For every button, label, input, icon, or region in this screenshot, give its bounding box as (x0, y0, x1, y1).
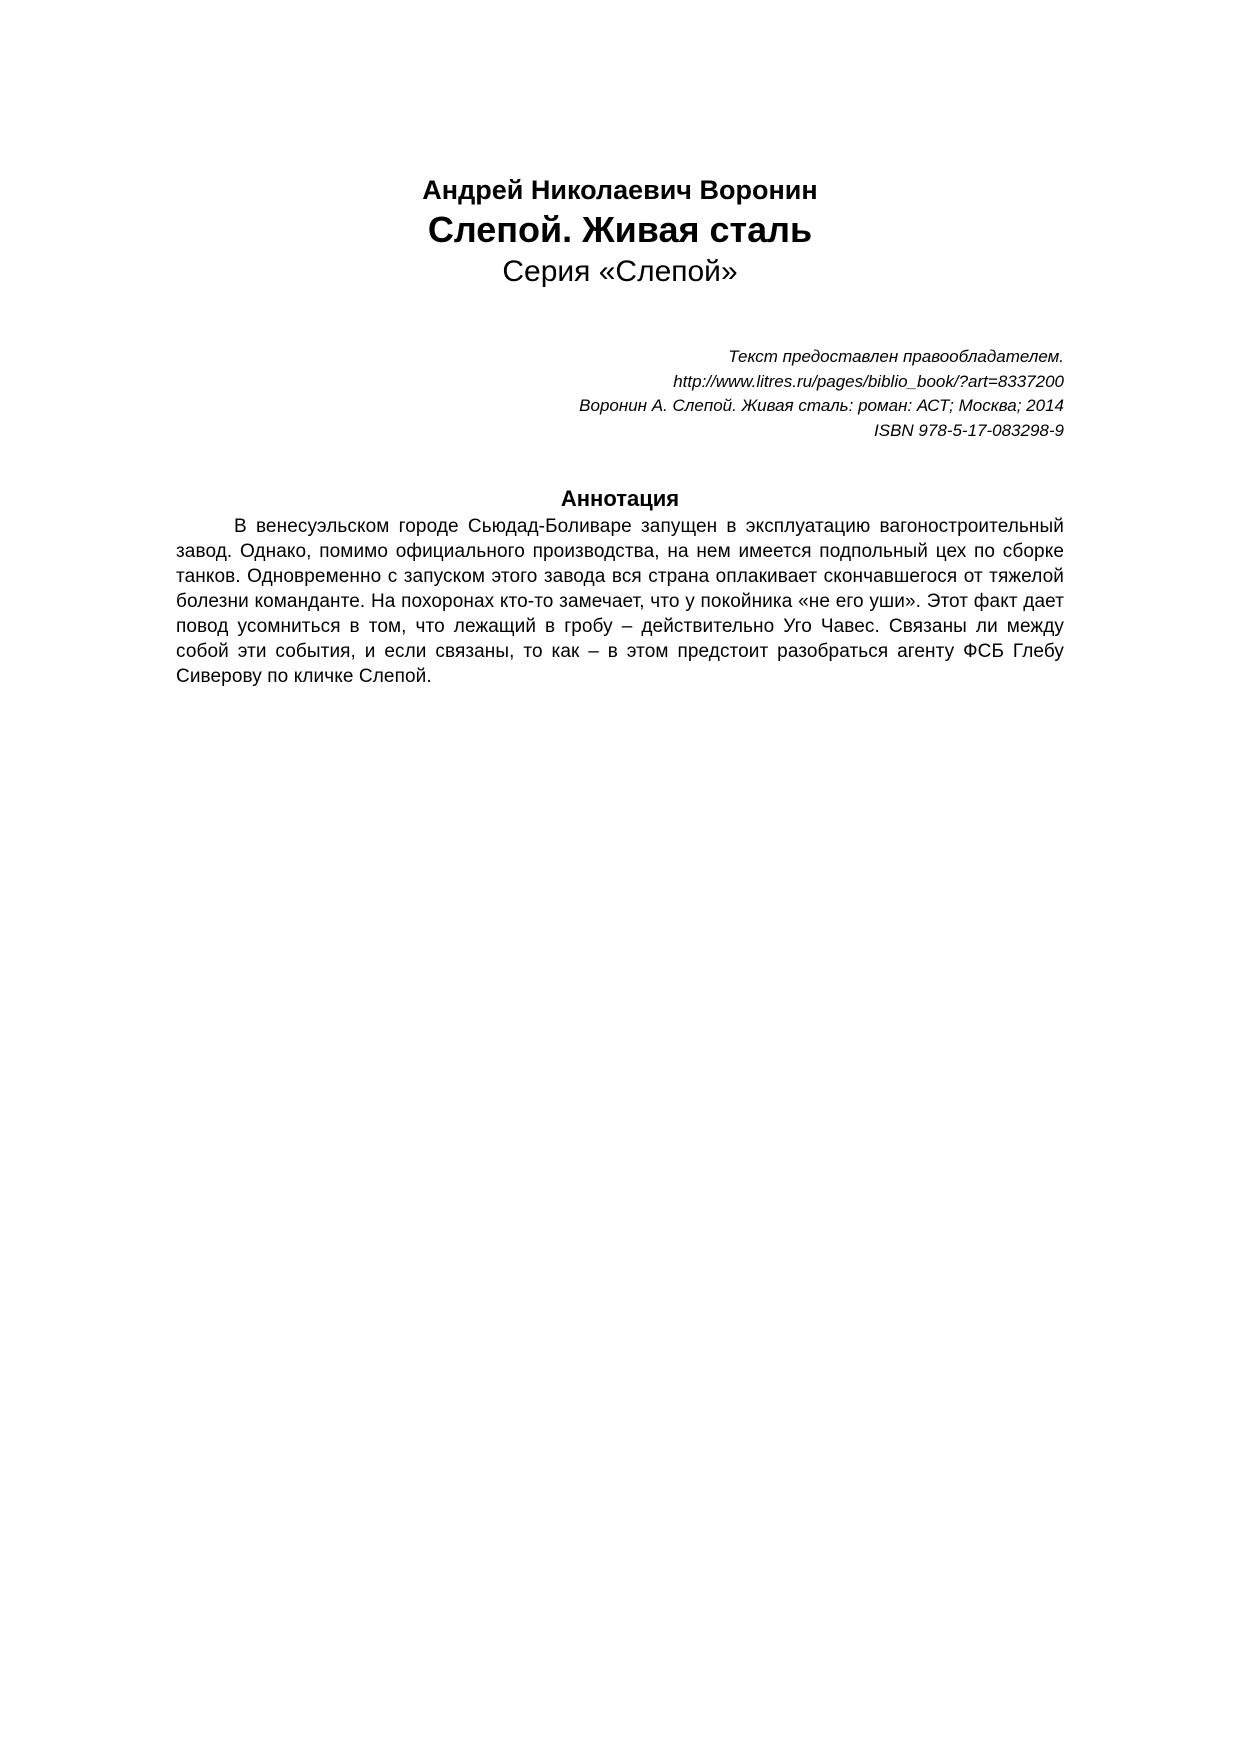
author-name: Андрей Николаевич Воронин (422, 175, 818, 205)
rights-notice: Текст предоставлен правообладателем. (728, 347, 1064, 366)
isbn: ISBN 978-5-17-083298-9 (874, 420, 1064, 440)
title-block (176, 172, 1064, 292)
publication-info (176, 345, 1064, 443)
book-title: Слепой. Живая сталь (427, 209, 813, 250)
series-name: Серия «Слепой» (502, 255, 738, 288)
bibliographic-reference: Воронин А. Слепой. Живая сталь: роман: АСТ; Москва; 2014 (579, 396, 1064, 415)
source-url: http://www.litres.ru/pages/biblio_book/?art=8337200 (673, 371, 1064, 391)
annotation-text: В венесуэльском городе Сьюдад-Боливаре запущен в эксплуатацию вагоностроительный завод. Однако, помимо официального производства, на нем имеется подпольный цех по сборке танков. Одновременно с запуском этого завода вся страна оплакивает скончавшегося от тяжелой болезни команданте. На похоронах кто-то замечает, что у покойника «не его уши». Этот факт дает повод усомниться в том, что лежащий в гробу – действительно Уго Чавес. Связаны ли между собой эти события, и если связаны, то как – в этом предстоит разобраться агенту ФСБ Глебу Сиверову по кличке Слепой. (176, 516, 1064, 687)
annotation-heading: Аннотация (560, 486, 680, 511)
